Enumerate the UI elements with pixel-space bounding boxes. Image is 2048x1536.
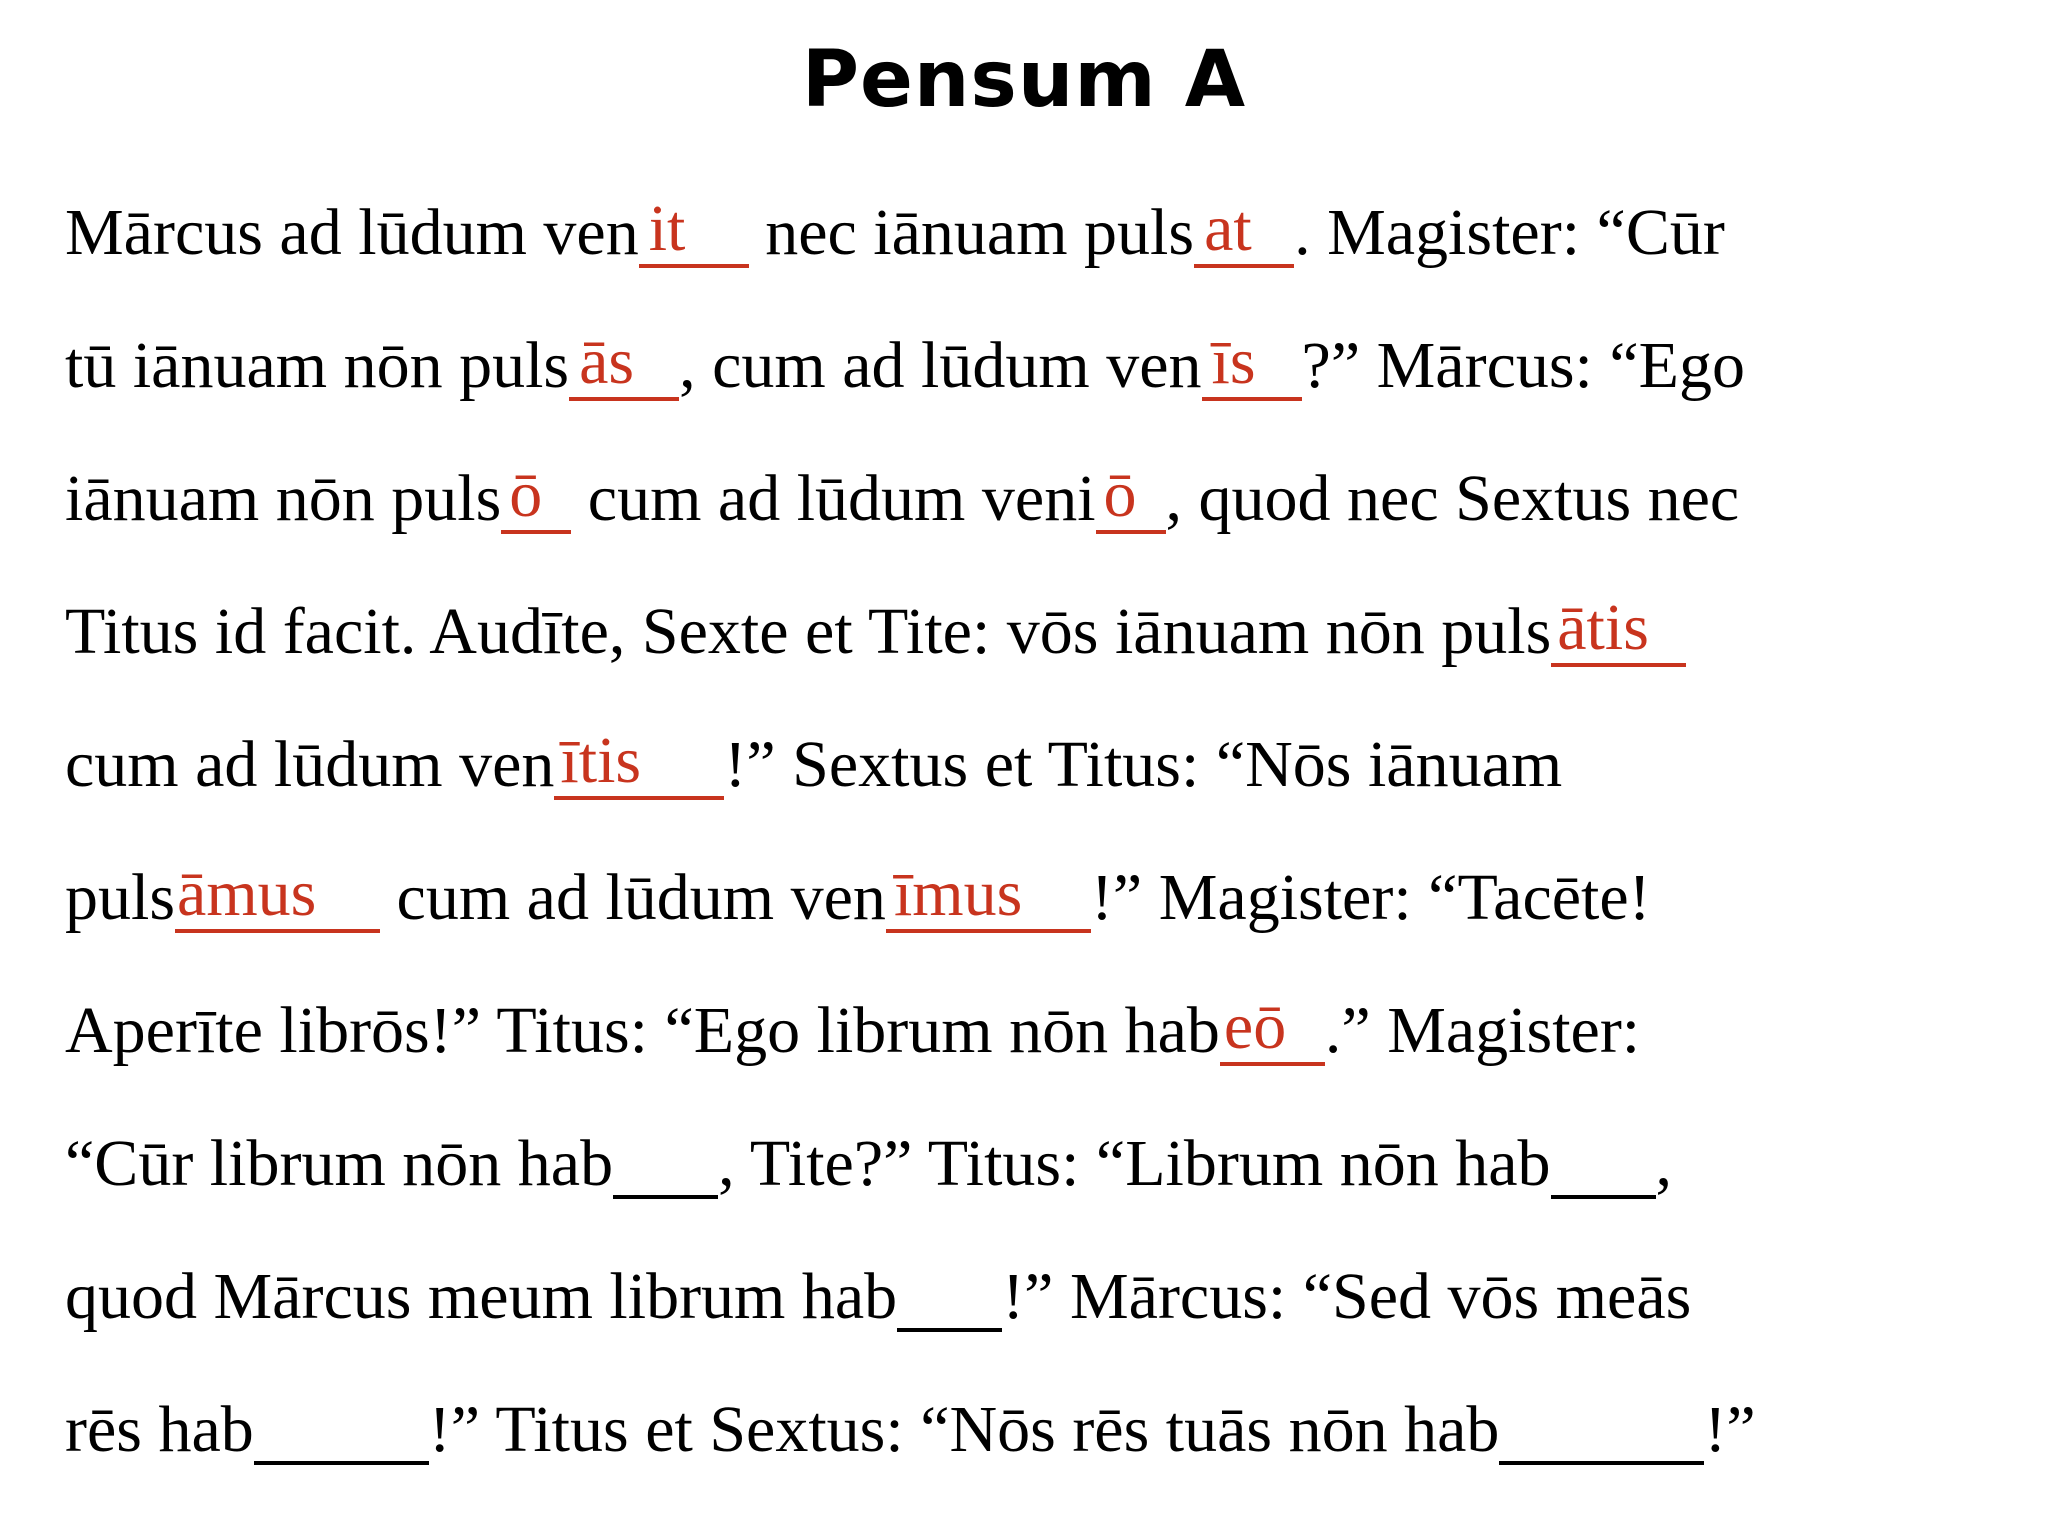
text-segment: !” Titus et Sextus: “Nōs rēs tuās nōn hab <box>428 1393 1500 1466</box>
text-line-2 <box>65 311 2015 444</box>
text-segment: tū iānuam nōn puls <box>65 329 570 402</box>
text-line-10 <box>65 1375 2015 1508</box>
text-line-4 <box>65 577 2015 710</box>
text-segment: !” <box>1704 1393 1756 1466</box>
answer-blank[interactable] <box>886 857 1091 930</box>
exercise-text <box>65 178 2015 1508</box>
text-line-3 <box>65 444 2015 577</box>
text-segment: “Cūr librum nōn hab <box>65 1127 614 1200</box>
filled-answer: ātis <box>1557 591 1649 664</box>
text-segment: ?” Mārcus: “Ego <box>1301 329 1746 402</box>
filled-answer: ō <box>509 458 543 531</box>
text-segment: quod Mārcus meum librum hab <box>65 1260 898 1333</box>
answer-blank[interactable] <box>1551 591 1686 664</box>
text-line-5 <box>65 710 2015 843</box>
answer-blank[interactable] <box>1499 1450 1704 1451</box>
text-segment: cum ad lūdum ven <box>65 728 555 801</box>
text-segment: rēs hab <box>65 1393 254 1466</box>
text-segment: .” Magister: <box>1324 994 1641 1067</box>
filled-answer: īmus <box>893 857 1023 930</box>
answer-blank[interactable] <box>175 857 380 930</box>
text-segment: , quod nec Sextus nec <box>1165 462 1740 535</box>
answer-blank[interactable] <box>897 1317 1002 1318</box>
filled-answer: ō <box>1103 458 1137 531</box>
text-line-1 <box>65 178 2015 311</box>
filled-answer: ās <box>579 325 635 398</box>
text-segment: cum ad lūdum ven <box>380 861 886 934</box>
answer-blank[interactable] <box>1551 1184 1656 1185</box>
text-segment: iānuam nōn puls <box>65 462 502 535</box>
filled-answer: at <box>1204 192 1252 265</box>
text-segment: nec iānuam puls <box>748 196 1195 269</box>
filled-answer: it <box>648 192 686 265</box>
answer-blank[interactable] <box>1220 990 1325 1063</box>
text-line-6 <box>65 843 2015 976</box>
page-title: Pensum A <box>801 35 1247 125</box>
text-segment: Mārcus ad lūdum ven <box>65 196 639 269</box>
answer-blank[interactable] <box>1194 192 1294 265</box>
answer-blank[interactable] <box>1202 325 1302 398</box>
filled-answer: ītis <box>560 724 642 797</box>
text-segment: , <box>1655 1127 1672 1200</box>
answer-blank[interactable] <box>569 325 679 398</box>
filled-answer: eō <box>1223 990 1287 1063</box>
text-segment: cum ad lūdum veni <box>571 462 1096 535</box>
text-segment: Aperīte librōs!” Titus: “Ego librum nōn hab <box>65 994 1220 1067</box>
filled-answer: īs <box>1211 325 1256 398</box>
answer-blank[interactable] <box>613 1184 718 1185</box>
answer-blank[interactable] <box>639 192 749 265</box>
text-segment: , Tite?” Titus: “Librum nōn hab <box>718 1127 1551 1200</box>
text-line-8 <box>65 1109 2015 1242</box>
filled-answer: āmus <box>177 857 317 930</box>
text-segment: . Magister: “Cūr <box>1294 196 1725 269</box>
answer-blank[interactable] <box>1096 458 1166 531</box>
text-line-9 <box>65 1242 2015 1375</box>
text-segment: !” Mārcus: “Sed vōs meās <box>1002 1260 1692 1333</box>
text-segment: !” Magister: “Tacēte! <box>1090 861 1651 934</box>
text-segment: puls <box>65 861 176 934</box>
text-segment: , cum ad lūdum ven <box>679 329 1202 402</box>
text-segment: Titus id facit. Audīte, Sexte et Tite: vōs iānuam nōn puls <box>65 595 1552 668</box>
text-segment: !” Sextus et Titus: “Nōs iānuam <box>724 728 1563 801</box>
answer-blank[interactable] <box>554 724 724 797</box>
answer-blank[interactable] <box>501 458 571 531</box>
answer-blank[interactable] <box>254 1450 429 1451</box>
text-line-7 <box>65 976 2015 1109</box>
